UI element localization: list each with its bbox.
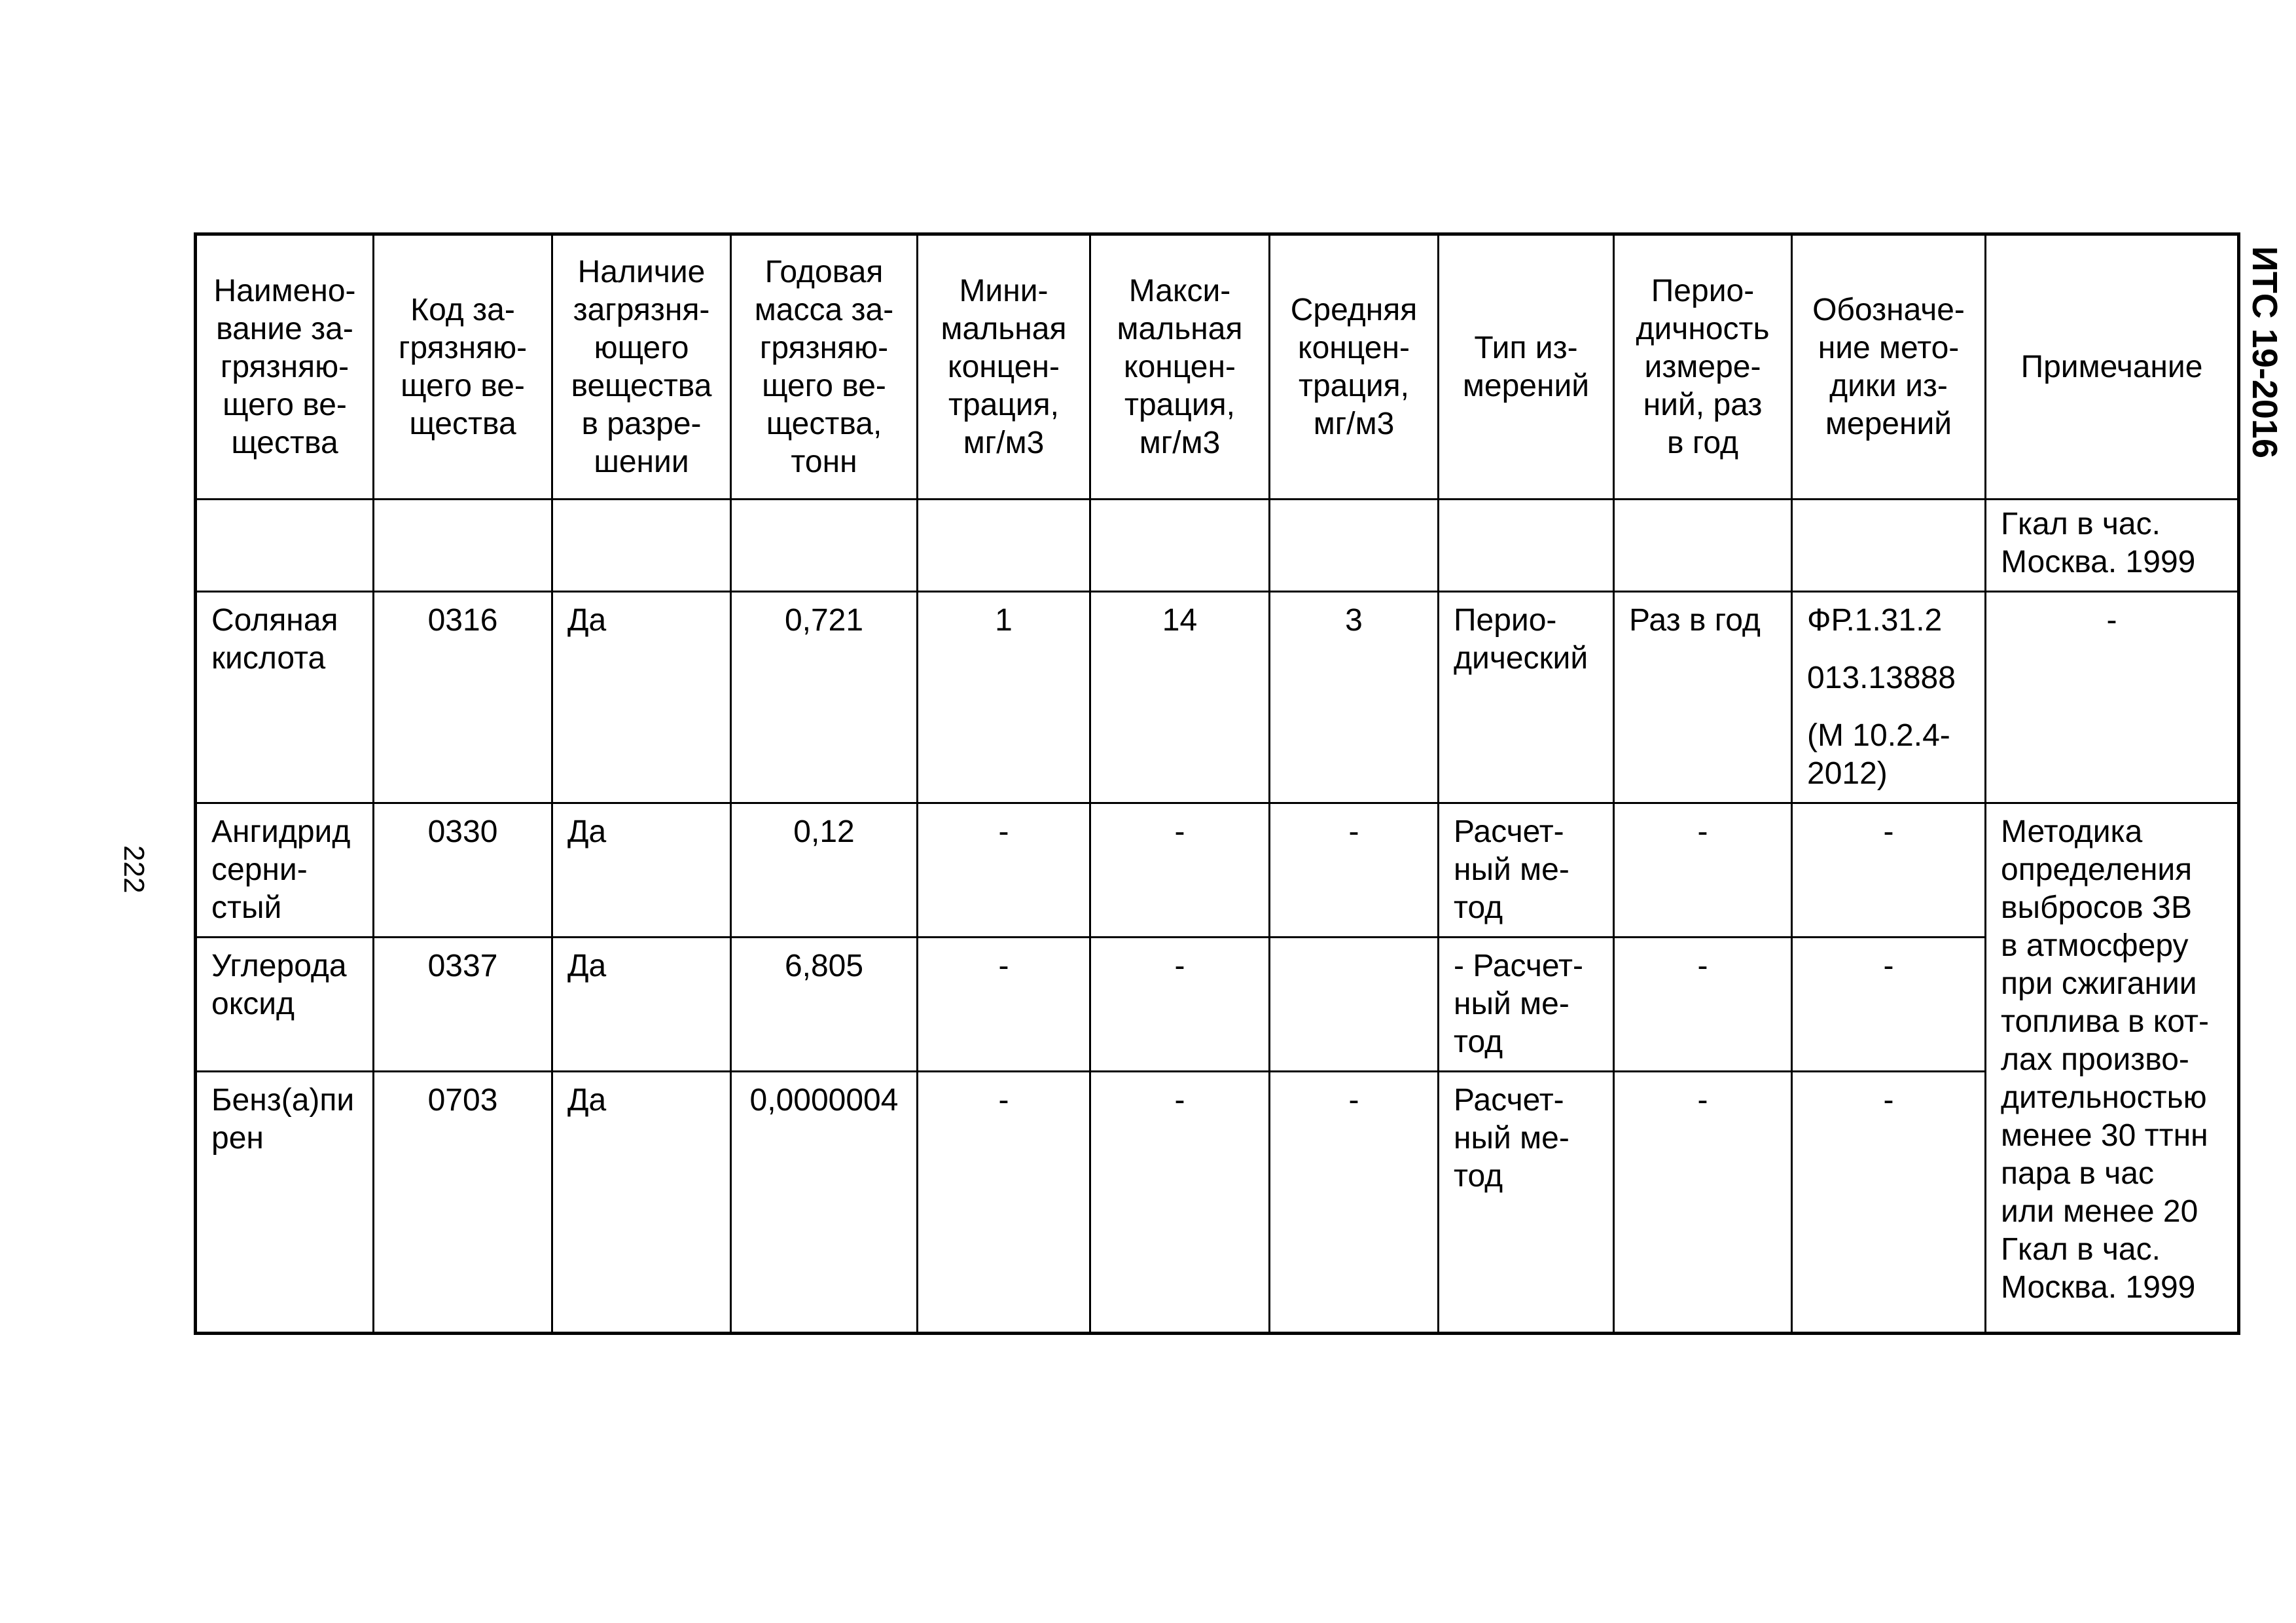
row-name: Углерода оксид [196,938,374,1072]
row-period: Раз в год [1614,592,1792,803]
row-code: 0703 [374,1072,552,1334]
row-avg: - [1270,1072,1439,1334]
header-avg: Средняя концен- трация, мг/м3 [1270,234,1439,500]
table-cell [1614,500,1792,592]
row-name: Соляная кислота [196,592,374,803]
row-type: Перио- дический [1439,592,1614,803]
header-min: Мини- мальная концен- трация, мг/м3 [918,234,1090,500]
row-mass: 0,721 [731,592,918,803]
row-method [1792,592,1986,803]
row-min: - [918,938,1090,1072]
header-mass: Годовая масса за- грязняю- щего ве- щества, тонн [731,234,918,500]
row-note: - [1986,592,2239,803]
row-avg: - [1270,803,1439,938]
row-max: - [1090,803,1270,938]
method-line: (М 10.2.4- 2012) [1807,718,1950,791]
table-cell [918,500,1090,592]
row-min: 1 [918,592,1090,803]
row-method: - [1792,803,1986,938]
table-row [196,803,2239,938]
row-period: - [1614,1072,1792,1334]
table-cell [1792,500,1986,592]
row-max: - [1090,1072,1270,1334]
row-permit: Да [552,592,731,803]
row-avg [1270,938,1439,1072]
table-row [196,592,2239,803]
header-name: Наимено- вание за- грязняю- щего ве- щества [196,234,374,500]
method-line: ФР.1.31.2 [1807,603,1943,638]
shared-note: Методика определения выбросов ЗВ в атмосферу при сжигании топлива в кот- лах произво- дительностью менее 30 ттнн пара в час или менее 20 Гкал в час. Москва. 1999 [1986,803,2239,1334]
row-period: - [1614,803,1792,938]
continuation-note: Гкал в час. Москва. 1999 [1986,500,2239,592]
page-number: 222 [118,845,150,894]
row-permit: Да [552,938,731,1072]
row-code: 0337 [374,938,552,1072]
header-type: Тип из- мерений [1439,234,1614,500]
table-cell [196,500,374,592]
header-permit: Наличие загрязня- ющего вещества в разре- шении [552,234,731,500]
row-type: Расчет- ный ме- тод [1439,803,1614,938]
table-cell [1090,500,1270,592]
pollutant-table [194,232,2240,1335]
table-cell [1270,500,1439,592]
table-cell [731,500,918,592]
table-row [196,1072,2239,1334]
row-mass: 6,805 [731,938,918,1072]
row-permit: Да [552,803,731,938]
row-max: 14 [1090,592,1270,803]
header-period: Перио- дичность измере- ний, раз в год [1614,234,1792,500]
table-cell [552,500,731,592]
row-code: 0316 [374,592,552,803]
header-note: Примечание [1986,234,2239,500]
table-header-row [196,234,2239,500]
header-method: Обозначе- ние мето- дики из- мерений [1792,234,1986,500]
row-type: - Расчет- ный ме- тод [1439,938,1614,1072]
table-row [196,938,2239,1072]
row-mass: 0,0000004 [731,1072,918,1334]
row-avg: 3 [1270,592,1439,803]
method-line: 013.13888 [1807,661,1956,695]
table-cell [1439,500,1614,592]
row-permit: Да [552,1072,731,1334]
row-name: Ангидрид серни- стый [196,803,374,938]
row-method: - [1792,1072,1986,1334]
row-max: - [1090,938,1270,1072]
header-max: Макси- мальная концен- трация, мг/м3 [1090,234,1270,500]
table-cell [374,500,552,592]
row-period: - [1614,938,1792,1072]
row-method: - [1792,938,1986,1072]
row-type: Расчет- ный ме- тод [1439,1072,1614,1334]
table-row-continuation [196,500,2239,592]
header-code: Код за- грязняю- щего ве- щества [374,234,552,500]
document-id: ИТС 19-2016 [2245,246,2284,458]
row-name: Бенз(а)пи рен [196,1072,374,1334]
row-min: - [918,803,1090,938]
row-min: - [918,1072,1090,1334]
row-code: 0330 [374,803,552,938]
row-mass: 0,12 [731,803,918,938]
